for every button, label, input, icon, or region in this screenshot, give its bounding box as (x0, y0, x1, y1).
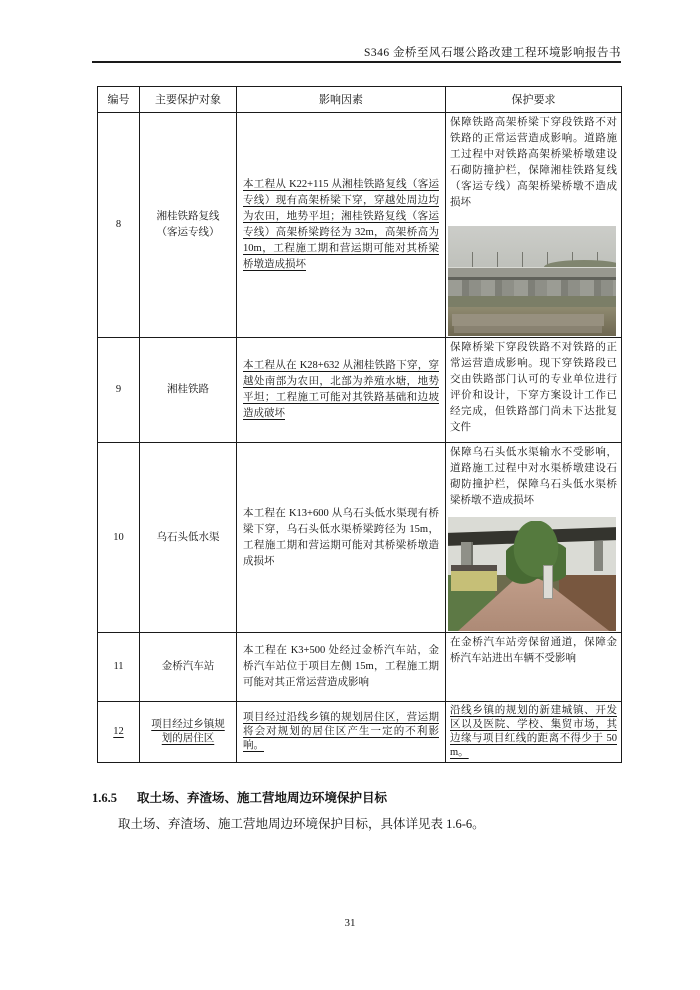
protection-requirement: 保障铁路高架桥梁下穿段铁路不对铁路的正常运营造成影响。道路施工过程中对铁路高架桥梁桥墩建设石砌防撞护栏，保障湘桂铁路复线（客运专线）高架桥梁桥墩不造成损坏 (450, 117, 617, 208)
row-number: 11 (98, 633, 140, 702)
header-rule (92, 61, 621, 63)
section-paragraph: 取土场、弃渣场、施工营地周边环境保护目标，具体详见表 1.6-6。 (118, 817, 485, 831)
aqueduct-photo (448, 517, 616, 631)
impact-factor: 本工程从在 K28+632 从湘桂铁路下穿，穿越处南部为农田，北部为养殖水塘，地势平坦；工程施工可能对其铁路基础和边坡造成破坏 (243, 360, 439, 419)
row-number: 9 (98, 338, 140, 443)
protection-requirement: 保障桥梁下穿段铁路不对铁路的正常运营造成影响。现下穿铁路段已交由铁路部门认可的专业单位进行评价和设计，下穿方案设计工作已经完成，但铁路部门尚未下达批复文件 (446, 338, 622, 443)
column-header-number: 编号 (98, 87, 140, 113)
protection-target: 乌石头低水渠 (140, 443, 237, 633)
photo-pier (594, 541, 603, 571)
protection-target: 湘桂铁路 (140, 338, 237, 443)
photo-vegetation (448, 296, 616, 307)
impact-factor: 本工程在 K3+500 处经过金桥汽车站，金桥汽车站位于项目左侧 15m，工程施工期可能对其正常运营造成影响 (237, 633, 446, 702)
table-header-row (98, 87, 622, 113)
protection-target: 湘桂铁路复线（客运专线） (140, 113, 237, 338)
table-row (98, 338, 622, 443)
protection-requirement: 保障乌石头低水渠输水不受影响，道路施工过程中对水渠桥墩建设石砌防撞护栏，保障乌石头低水渠桥梁桥墩不造成损坏 (450, 447, 617, 506)
section-heading (92, 788, 621, 806)
protection-requirement: 沿线乡镇的规划的新建城镇、开发区以及医院、学校、集贸市场，其边缘与项目红线的距离不得少于 50m。 (450, 705, 617, 758)
column-header-factor: 影响因素 (237, 87, 446, 113)
protection-targets-table (97, 86, 622, 763)
protection-requirement-cell (446, 443, 622, 633)
row-number: 12 (113, 726, 124, 737)
protection-target: 项目经过乡镇规划的居住区 (151, 719, 225, 744)
running-header: S346 金桥至风石堰公路改建工程环境影响报告书 (363, 47, 621, 59)
impact-factor: 本工程从 K22+115 从湘桂铁路复线（客运专线）现有高架桥梁下穿，穿越处周边均为农田，地势平坦；湘桂铁路复线（客运专线）高架桥梁跨径为 32m，高架桥高为 10m，工程施工期和营运期可能对其桥梁桥墩造成损坏 (243, 179, 439, 270)
photo-bridge-deck (448, 267, 616, 280)
row-number: 10 (98, 443, 140, 633)
photo-concrete-pillar (543, 565, 553, 599)
photo-paddy-water (452, 314, 604, 326)
protection-target: 金桥汽车站 (140, 633, 237, 702)
page-number: 31 (344, 917, 356, 929)
section-number: 1.6.5 (92, 791, 117, 805)
photo-buildings (448, 280, 616, 296)
table-row (98, 443, 622, 633)
column-header-target: 主要保护对象 (140, 87, 237, 113)
table-row (98, 702, 622, 763)
railway-viaduct-photo (448, 226, 616, 336)
row-number: 8 (98, 113, 140, 338)
section-title: 取土场、弃渣场、施工营地周边环境保护目标 (137, 791, 388, 805)
impact-factor: 项目经过沿线乡镇的规划居住区，营运期将会对规划的居住区产生一定的不利影响。 (243, 712, 439, 751)
photo-house (451, 565, 497, 591)
protection-requirement-cell (446, 113, 622, 338)
photo-tree (506, 521, 566, 587)
impact-factor: 本工程在 K13+600 从乌石头低水渠现有桥梁下穿，乌石头低水渠桥梁跨径为 15m，工程施工期和营运期可能对其桥梁桥墩造成损坏 (237, 443, 446, 633)
protection-requirement: 在金桥汽车站旁保留通道，保障金桥汽车站进出车辆不受影响 (446, 633, 622, 702)
column-header-requirement: 保护要求 (446, 87, 622, 113)
table-row (98, 113, 622, 338)
table-row (98, 633, 622, 702)
